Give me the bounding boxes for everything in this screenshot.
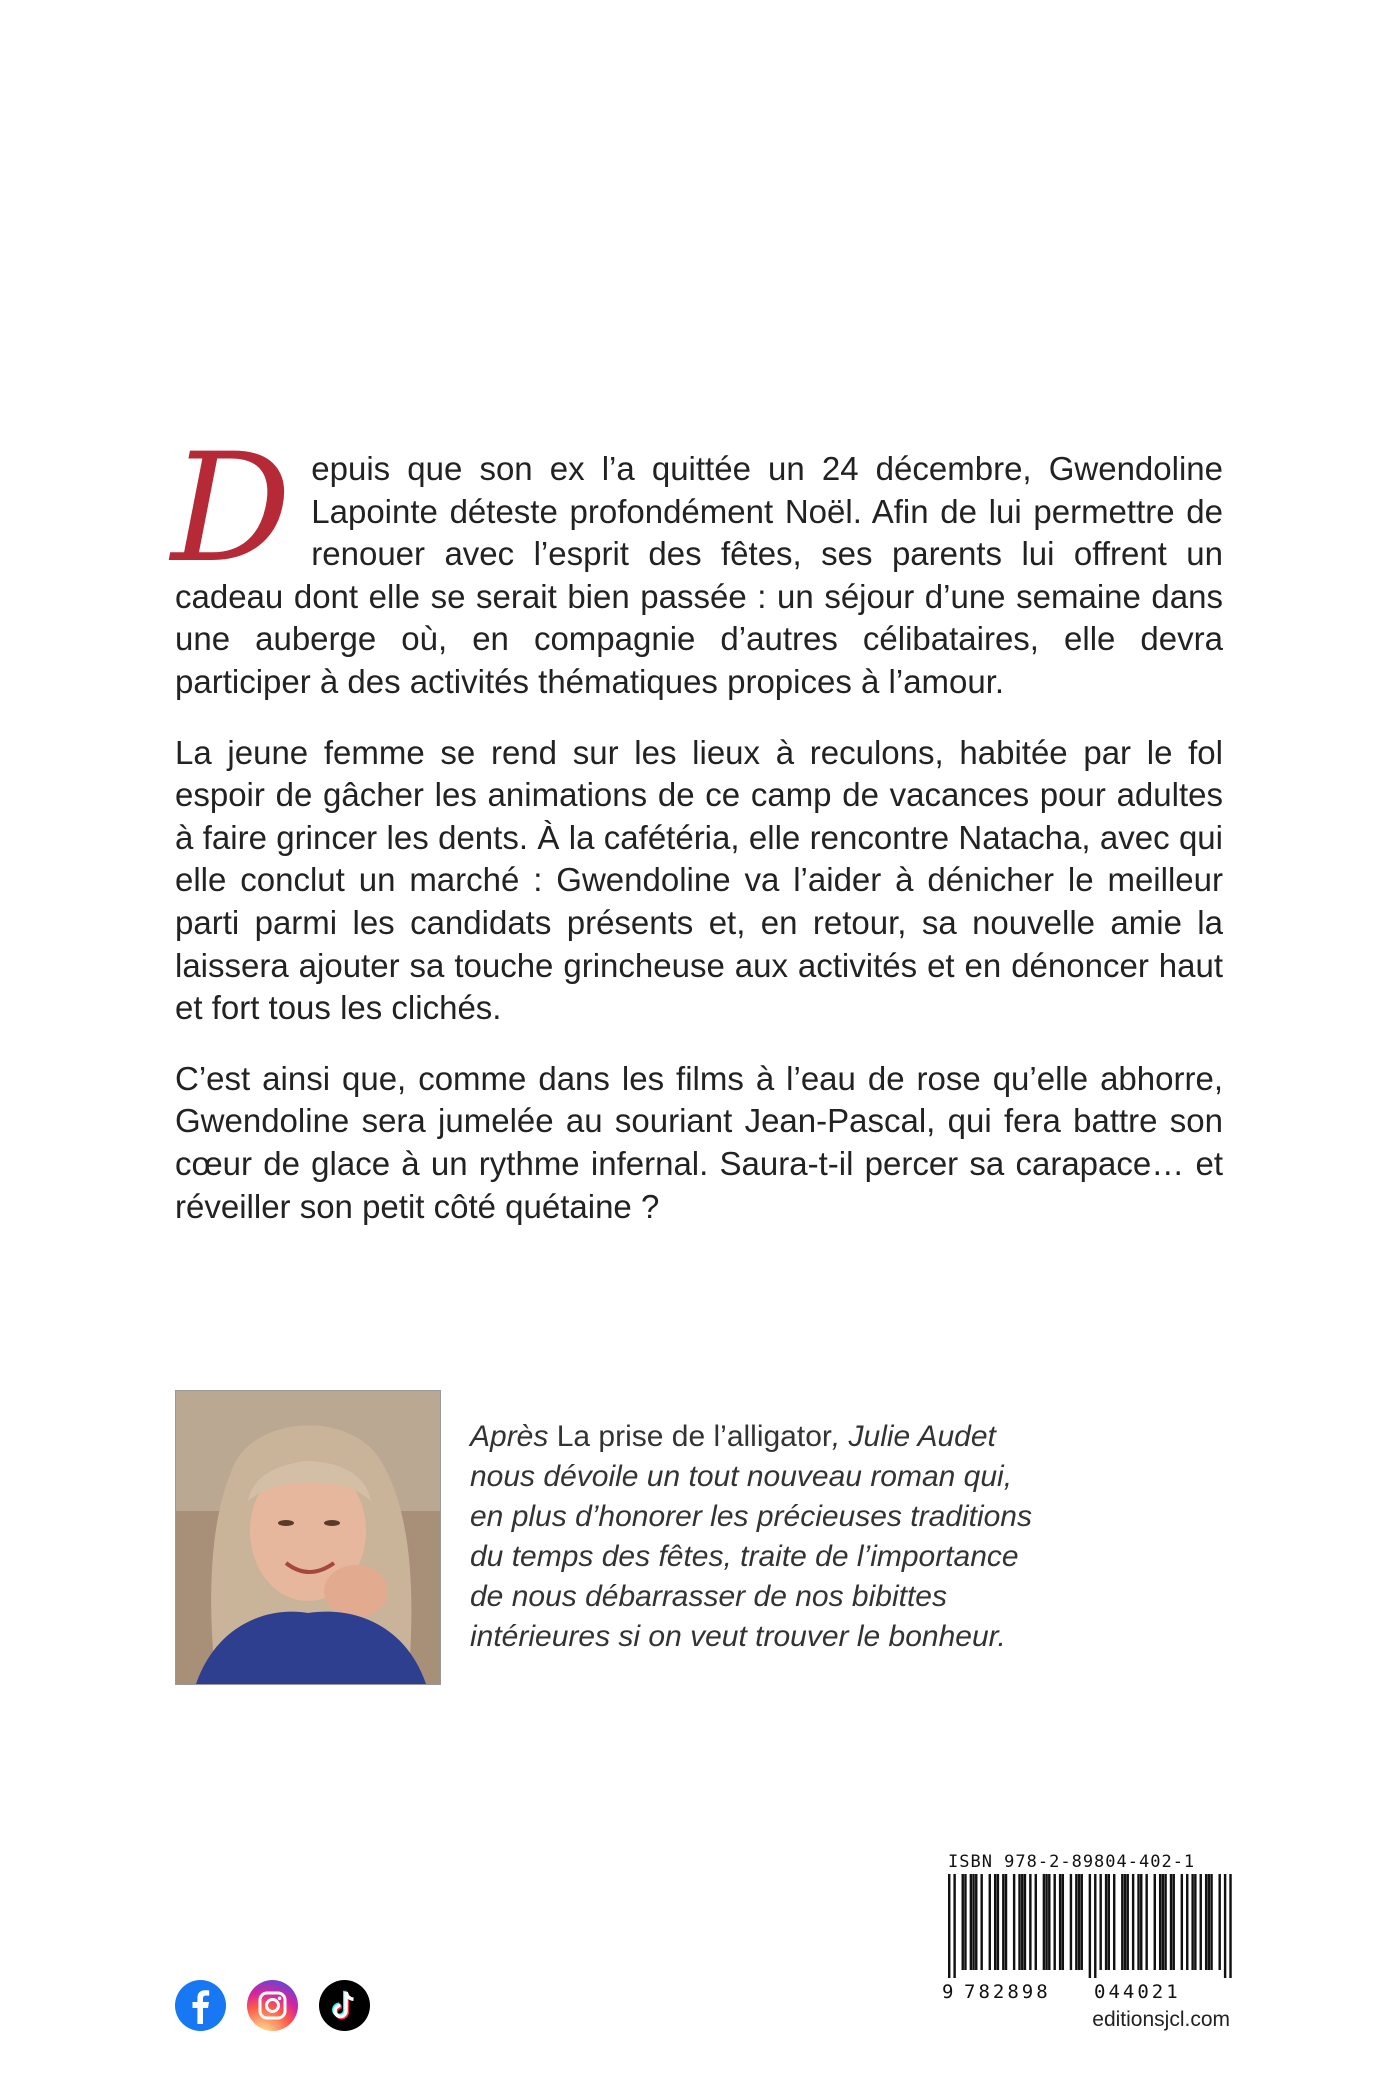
author-bio-line-6: intérieures si on veut trouver le bonheur. xyxy=(470,1620,1006,1653)
barcode-bar xyxy=(1145,1874,1147,1970)
instagram-icon[interactable] xyxy=(247,1980,298,2031)
synopsis-paragraph-2: La jeune femme se rend sur les lieux à reculons, habitée par le fol espoir de gâcher les animations de ce camp de vacances pour adultes à faire grincer les dents. À la cafétéria, elle rencontre Natacha, avec qui elle conclut un marché : Gwendoline va l’aider à dénicher le meilleur parti parmi les candidats présents et, en retour, sa nouvelle amie la laissera ajouter sa touche grincheuse aux activités et en dénoncer haut et fort tous les clichés. xyxy=(175,733,1223,1027)
barcode-bar xyxy=(975,1874,977,1970)
barcode-bar xyxy=(1191,1874,1193,1970)
barcode-bar xyxy=(1002,1874,1004,1970)
barcode-bar xyxy=(994,1874,996,1970)
barcode-bar xyxy=(1048,1874,1050,1970)
barcode-bar xyxy=(1078,1874,1080,1970)
barcode-bar xyxy=(1029,1874,1031,1970)
barcode-bar xyxy=(1200,1874,1202,1970)
barcode-bar xyxy=(1045,1874,1047,1970)
barcode-bar xyxy=(1062,1874,1064,1970)
barcode-bar xyxy=(948,1874,950,1978)
barcode-bar xyxy=(1205,1874,1207,1970)
social-links xyxy=(175,1980,370,2031)
barcode-bar xyxy=(953,1874,955,1978)
barcode-bar xyxy=(1208,1874,1210,1970)
barcode-bar xyxy=(1094,1874,1096,1978)
barcode-bar xyxy=(1099,1874,1101,1970)
barcode-bar xyxy=(962,1874,964,1970)
barcode-bar xyxy=(1121,1874,1123,1970)
barcode-bar xyxy=(1173,1874,1175,1970)
barcode-bar xyxy=(1075,1874,1077,1970)
barcode-bar xyxy=(980,1874,982,1970)
barcode-bar xyxy=(1013,1874,1015,1970)
barcode-bar xyxy=(970,1874,972,1970)
barcode-bar xyxy=(1113,1874,1115,1970)
barcode-bar xyxy=(1053,1874,1055,1970)
barcode-bar xyxy=(1181,1874,1183,1970)
barcode-bar xyxy=(1186,1874,1188,1970)
barcode-bar xyxy=(1124,1874,1126,1970)
barcode-bar xyxy=(1194,1874,1196,1970)
facebook-icon[interactable] xyxy=(175,1980,226,2031)
author-bio-line-1: Après La prise de l’alligator, Julie Audet xyxy=(470,1420,996,1453)
barcode-bar xyxy=(1162,1874,1164,1970)
barcode-bar xyxy=(964,1874,966,1970)
book-title: La prise de l’alligator xyxy=(556,1420,832,1453)
barcode-bar xyxy=(1224,1874,1226,1978)
barcode-bar xyxy=(1005,1874,1007,1970)
synopsis-paragraph-1: Depuis que son ex l’a quittée un 24 décembre, Gwendoline Lapointe déteste profondément Noël. Afin de lui permettre de renouer avec l’esprit des fêtes, ses parents lui offrent un cadeau dont elle se serait bien passée : un séjour d’une semaine dans une auberge où, en compagnie d’autres célibataires, elle devra participer à des activités thématiques propices à l’amour. xyxy=(171,422,1223,700)
author-bio-line-5: de nous débarrasser de nos bibittes xyxy=(470,1580,947,1613)
synopsis-paragraph-3: C’est ainsi que, comme dans les films à l’eau de rose qu’elle abhorre, Gwendoline sera jumelée au souriant Jean-Pascal, qui fera battre son cœur de glace à un rythme infernal. Saura-t-il percer sa carapace… et réveiller son petit côté quétaine ? xyxy=(175,1059,1223,1225)
barcode-bar xyxy=(1018,1874,1020,1970)
author-bio-line-3: en plus d’honorer les précieuses traditions xyxy=(470,1500,1032,1533)
author-photo xyxy=(175,1390,441,1685)
barcode-bar xyxy=(1132,1874,1134,1970)
barcode-bar xyxy=(972,1874,974,1970)
barcode-bar xyxy=(1021,1874,1023,1970)
synopsis xyxy=(171,422,1223,1256)
barcode-digits: 9 782898 044021 xyxy=(942,1981,1181,2003)
barcode-bar xyxy=(1089,1874,1091,1978)
barcode-bar xyxy=(1137,1874,1139,1970)
author-bio xyxy=(470,1417,1110,1657)
tiktok-icon[interactable] xyxy=(319,1980,370,2031)
barcode-bar xyxy=(1229,1874,1231,1978)
barcode-bar xyxy=(1043,1874,1045,1970)
author-bio-line-2: nous dévoile un tout nouveau roman qui, xyxy=(470,1460,1013,1493)
barcode-bar xyxy=(1081,1874,1083,1970)
barcode-bar xyxy=(1127,1874,1129,1970)
barcode-bar xyxy=(1059,1874,1061,1970)
barcode-bar xyxy=(1105,1874,1107,1970)
author-bio-line-4: du temps des fêtes, traite de l’importance xyxy=(470,1540,1019,1573)
isbn-label: ISBN 978-2-89804-402-1 xyxy=(948,1852,1196,1872)
barcode-bar xyxy=(1159,1874,1161,1970)
barcode-bar xyxy=(1210,1874,1212,1970)
barcode-bar xyxy=(1218,1874,1220,1970)
barcode-bar xyxy=(1140,1874,1142,1970)
barcode-bar xyxy=(1035,1874,1037,1970)
barcode-bar xyxy=(1024,1874,1026,1970)
barcode-bar xyxy=(1108,1874,1110,1970)
barcode-bar xyxy=(1154,1874,1156,1970)
barcode-bar xyxy=(1164,1874,1166,1970)
barcode-bar xyxy=(1070,1874,1072,1970)
barcode-bar xyxy=(989,1874,991,1970)
barcode-bar xyxy=(997,1874,999,1970)
barcode-bar xyxy=(1170,1874,1172,1970)
drop-cap: D xyxy=(171,422,292,596)
barcode xyxy=(948,1874,1232,1978)
publisher-website: editionsjcl.com xyxy=(1092,2008,1230,2031)
